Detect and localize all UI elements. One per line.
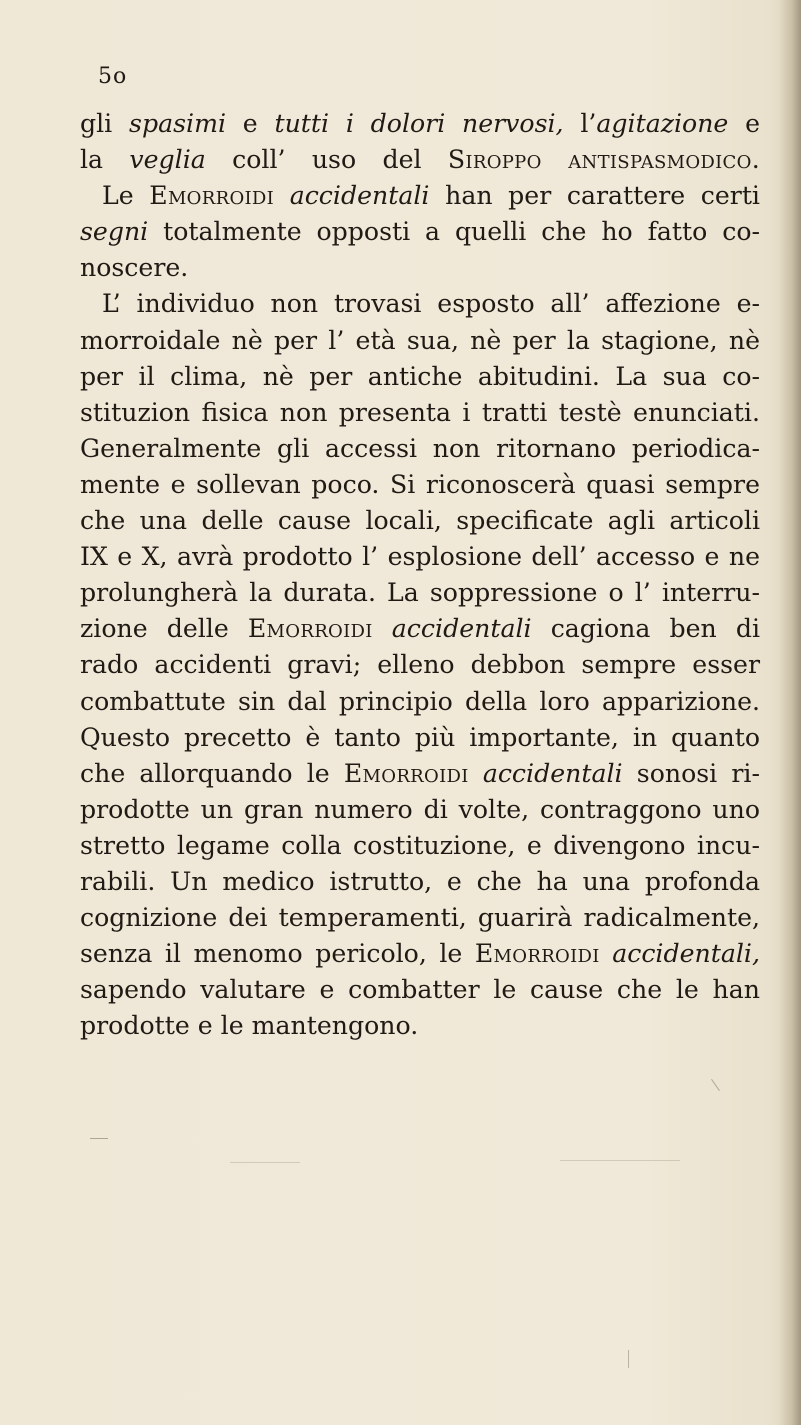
page-number: 5o [98,64,128,89]
text-line: gli spasimi e tutti i dolori nervosi, l’agitazione e [80,109,761,138]
text-line: IX e X, avrà prodotto l’ esplosione dell’ accesso e ne [80,542,760,572]
text-line: L’ individuo non trovasi esposto all’ affezione e- [102,289,760,319]
text-line: che allorquando le Emorroidi accidentali sonosi ri- [80,758,760,788]
text-line: combattute sin dal principio della loro apparizione. [80,686,760,716]
text-line: stretto legame colla costituzione, e divengono incu- [80,830,760,860]
text-line: Le Emorroidi accidentali han per carattere certi [102,181,760,211]
stray-mark [711,1079,720,1091]
text-line: rado accidenti gravi; elleno debbon sempre esser [80,650,760,680]
text-line: cognizione dei temperamenti, guarirà radicalmente, [80,903,760,933]
text-line: per il clima, nè per antiche abitudini. La sua co- [80,361,760,391]
text-line: rabili. Un medico istrutto, e che ha una profonda [80,866,760,896]
stray-mark [560,1160,680,1161]
text-line: noscere. [80,253,189,283]
body-text [80,106,760,1044]
page-edge-shadow [779,0,801,1425]
stray-mark [628,1350,629,1368]
text-line: Questo precetto è tanto più importante, in quanto [80,722,760,752]
text-line: morroidale nè per l’ età sua, nè per la stagione, nè [80,325,760,355]
text-line: prolungherà la durata. La soppressione o l’ interru- [80,578,760,608]
text-line: la veglia coll’ uso del Siroppo antispasmodico. [80,145,760,175]
text-line: stituzion fisica non presenta i tratti testè enunciati. [80,397,760,427]
text-line: zione delle Emorroidi accidentali cagiona ben di [80,614,761,644]
text-line: prodotte un gran numero di volte, contraggono uno [80,794,760,824]
stray-mark [90,1138,108,1139]
text-line: Generalmente gli accessi non ritornano periodica- [80,433,760,463]
text-line: segni totalmente opposti a quelli che ho fatto co- [80,217,760,247]
text-line: prodotte e le mantengono. [80,1011,419,1041]
text-line: mente e sollevan poco. Si riconoscerà quasi sempre [80,469,760,499]
text-line: sapendo valutare e combatter le cause che le han [80,975,760,1005]
text-line: senza il menomo pericolo, le Emorroidi accidentali, [80,939,760,969]
text-line: che una delle cause locali, specificate agli articoli [80,506,760,536]
stray-mark [230,1162,300,1163]
